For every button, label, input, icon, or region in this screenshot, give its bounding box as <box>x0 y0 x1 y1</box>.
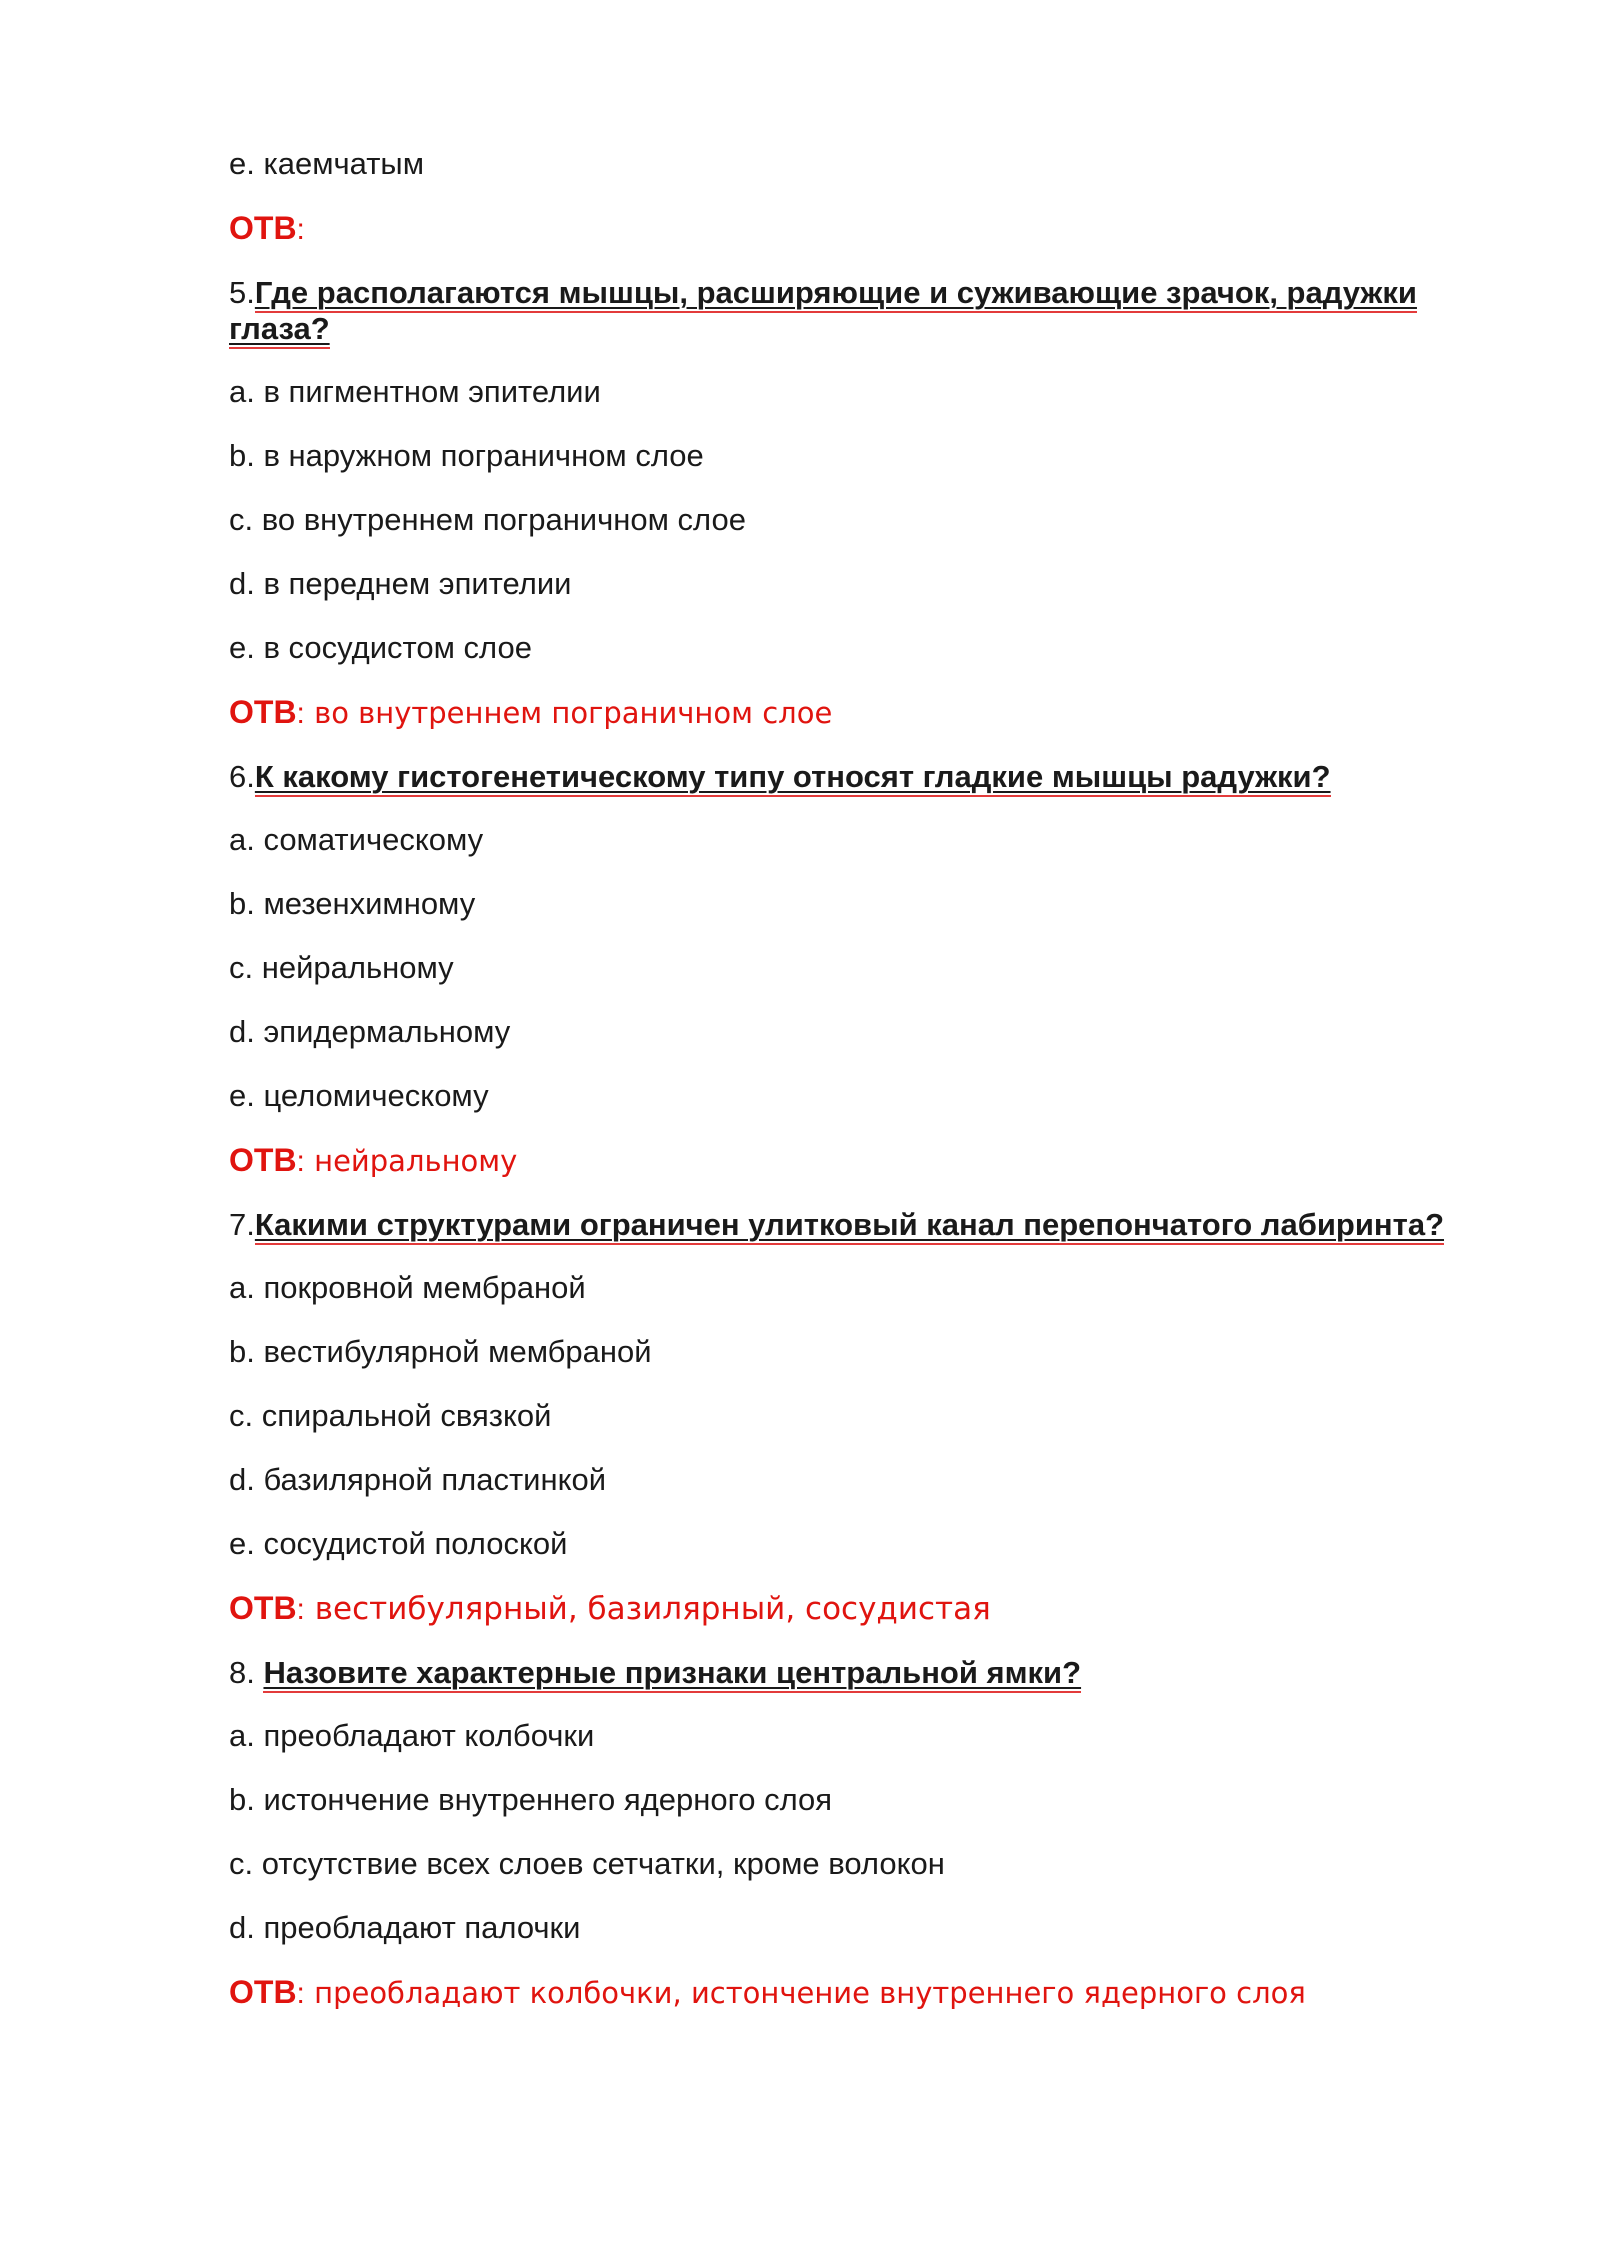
answer-line <box>229 693 1489 733</box>
answer-text: вестибулярный, базилярный, сосудистая <box>304 1591 991 1627</box>
option-item: b. мезенхимному <box>229 886 476 921</box>
question-text: Где располагаются мышцы, расширяющие и суживающие зрачок, радужки глаза? <box>229 275 1417 349</box>
question-number: 5. <box>229 275 255 310</box>
question-6 <box>229 759 1489 795</box>
option-item: e. каемчатым <box>229 146 425 181</box>
answer-text: во внутреннем пограничном слое <box>304 696 833 730</box>
answer-label: ОТВ <box>229 1590 297 1626</box>
option-item: c. отсутствие всех слоев сетчатки, кроме волокон <box>229 1846 945 1881</box>
document-page <box>229 145 1489 2039</box>
option-item: d. эпидермальному <box>229 1014 511 1049</box>
question-text: Какими структурами ограничен улитковый канал перепончатого лабиринта? <box>255 1207 1444 1245</box>
question-number: 6. <box>229 759 255 794</box>
answer-separator: : <box>296 697 305 730</box>
answer-separator: : <box>296 1145 305 1178</box>
answer-line <box>229 209 1489 249</box>
question-text: Назовите характерные признаки центральной ямки? <box>263 1655 1081 1693</box>
answer-label: ОТВ <box>229 210 297 246</box>
answer-separator: : <box>296 1593 305 1626</box>
option-item: e. сосудистой полоской <box>229 1526 568 1561</box>
answer-text: нейральному <box>304 1144 518 1178</box>
option-item: c. спиральной связкой <box>229 1398 552 1433</box>
answer-line <box>229 1589 1489 1629</box>
answer-label: ОТВ <box>229 1974 297 2010</box>
answer-line <box>229 1141 1489 1181</box>
answer-text: преобладают колбочки, истончение внутреннего ядерного слоя <box>304 1976 1306 2010</box>
answer-separator: : <box>296 1977 305 2010</box>
option-item: e. в сосудистом слое <box>229 630 532 665</box>
question-text: К какому гистогенетическому типу относят гладкие мышцы радужки? <box>255 759 1331 797</box>
answer-line <box>229 1973 1489 2013</box>
question-8 <box>229 1655 1489 1691</box>
option-item: b. вестибулярной мембраной <box>229 1334 652 1369</box>
option-item: a. преобладают колбочки <box>229 1718 595 1753</box>
option-item: d. базилярной пластинкой <box>229 1462 607 1497</box>
option-item: b. истончение внутреннего ядерного слоя <box>229 1782 833 1817</box>
question-number: 8. <box>229 1655 264 1690</box>
option-item: c. нейральному <box>229 950 454 985</box>
option-item: e. целомическому <box>229 1078 489 1113</box>
answer-label: ОТВ <box>229 694 297 730</box>
option-item: a. соматическому <box>229 822 484 857</box>
option-item: b. в наружном пограничном слое <box>229 438 704 473</box>
option-item: d. в переднем эпителии <box>229 566 572 601</box>
answer-separator: : <box>296 213 305 246</box>
question-5 <box>229 275 1479 347</box>
question-7 <box>229 1207 1489 1243</box>
option-item: d. преобладают палочки <box>229 1910 581 1945</box>
question-number: 7. <box>229 1207 255 1242</box>
option-item: a. в пигментном эпителии <box>229 374 601 409</box>
option-item: a. покровной мембраной <box>229 1270 586 1305</box>
answer-label: ОТВ <box>229 1142 297 1178</box>
option-item: c. во внутреннем пограничном слое <box>229 502 746 537</box>
